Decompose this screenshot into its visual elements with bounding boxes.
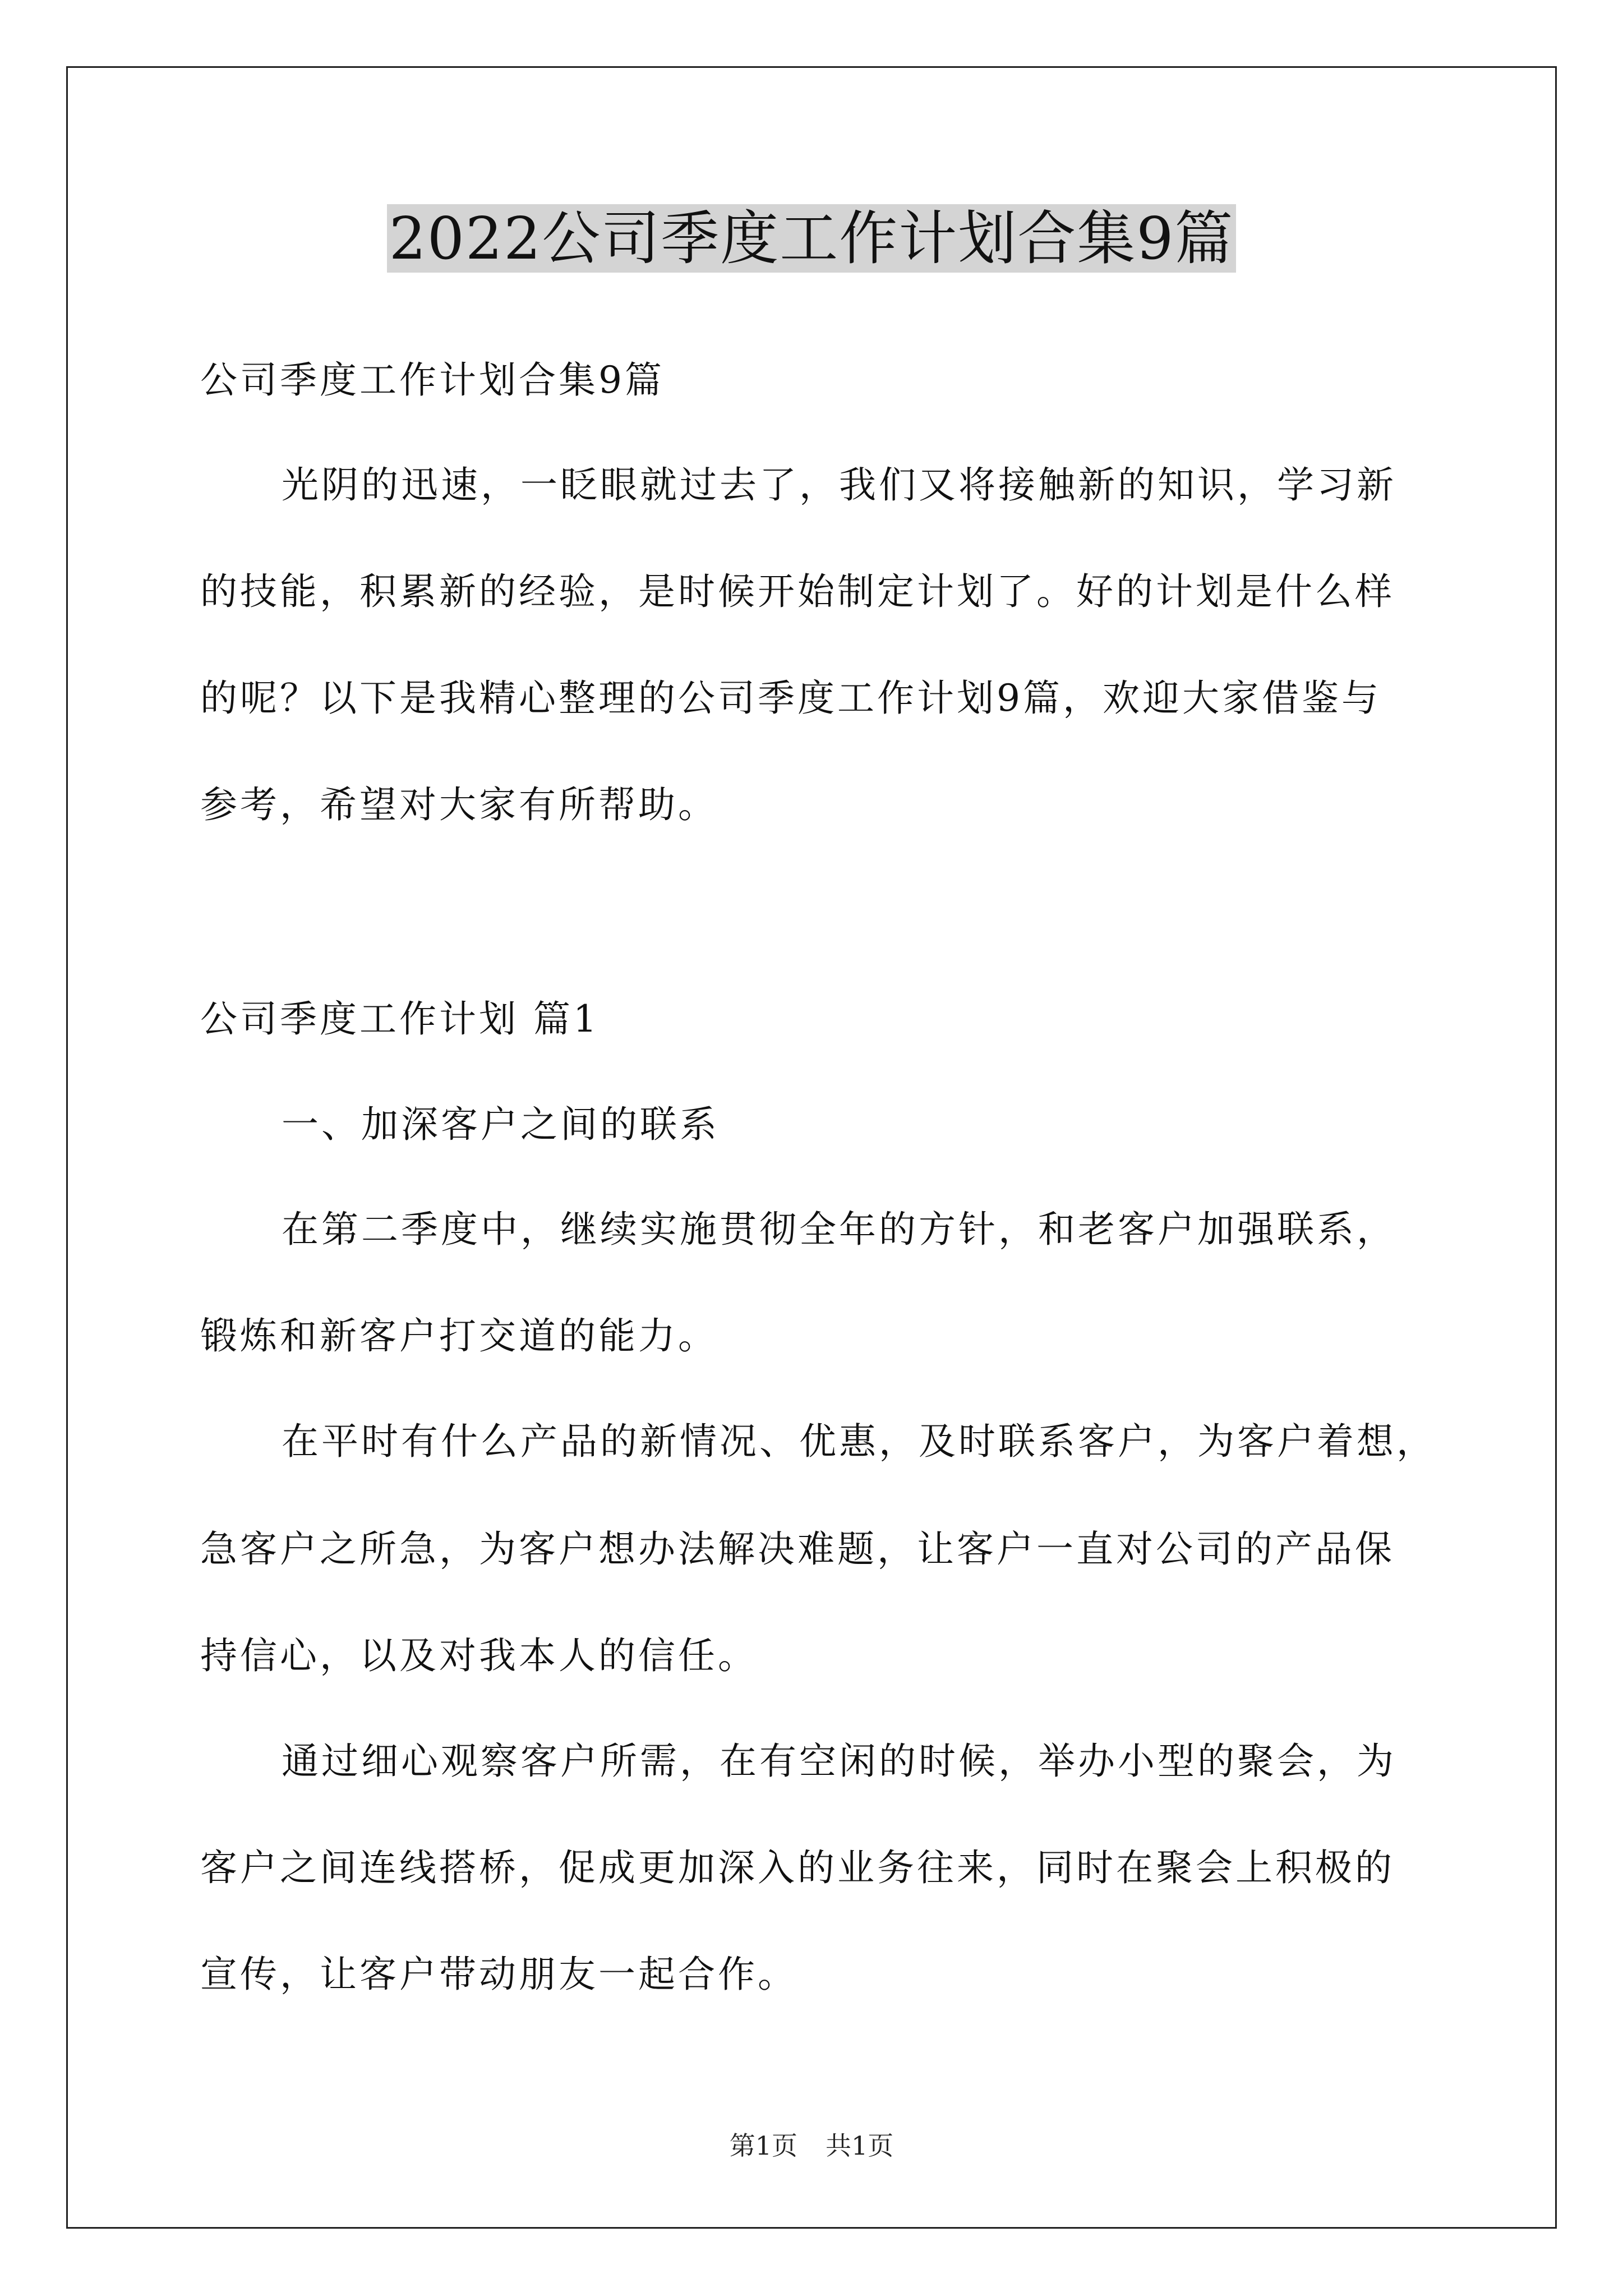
document-title-text: 2022公司季度工作计划合集9篇: [387, 204, 1237, 273]
paragraph-line: 锻炼和新客户打交道的能力。: [200, 1314, 718, 1358]
section-point: 一、加深客户之间的联系: [282, 1103, 720, 1146]
intro-line: 光阴的迅速，一眨眼就过去了，我们又将接触新的知识，学习新: [282, 463, 1396, 507]
paragraph-line: 在第二季度中，继续实施贯彻全年的方针，和老客户加强联系，: [282, 1208, 1396, 1251]
page-total: 共1页: [826, 2131, 894, 2161]
intro-line: 的技能，积累新的经验，是时候开始制定计划了。好的计划是什么样: [200, 570, 1395, 613]
intro-line: 的呢？以下是我精心整理的公司季度工作计划9篇，欢迎大家借鉴与: [200, 677, 1381, 720]
document-title: [0, 199, 1623, 278]
paragraph-line: 急客户之所急，为客户想办法解决难题，让客户一直对公司的产品保: [200, 1527, 1395, 1571]
paragraph-line: 在平时有什么产品的新情况、优惠，及时联系客户，为客户着想，: [282, 1420, 1436, 1463]
paragraph-line: 持信心，以及对我本人的信任。: [200, 1634, 758, 1677]
paragraph-line: 宣传，让客户带动朋友一起合作。: [200, 1953, 797, 1996]
page-footer: [0, 2129, 1623, 2162]
page-number: 第1页: [729, 2131, 797, 2161]
section-heading: 公司季度工作计划 篇1: [200, 997, 600, 1041]
document-subtitle: 公司季度工作计划合集9篇: [200, 358, 665, 402]
paragraph-line: 客户之间连线搭桥，促成更加深入的业务往来，同时在聚会上积极的: [200, 1846, 1395, 1889]
paragraph-line: 通过细心观察客户所需，在有空闲的时候，举办小型的聚会，为: [282, 1740, 1396, 1783]
intro-line: 参考，希望对大家有所帮助。: [200, 783, 718, 826]
